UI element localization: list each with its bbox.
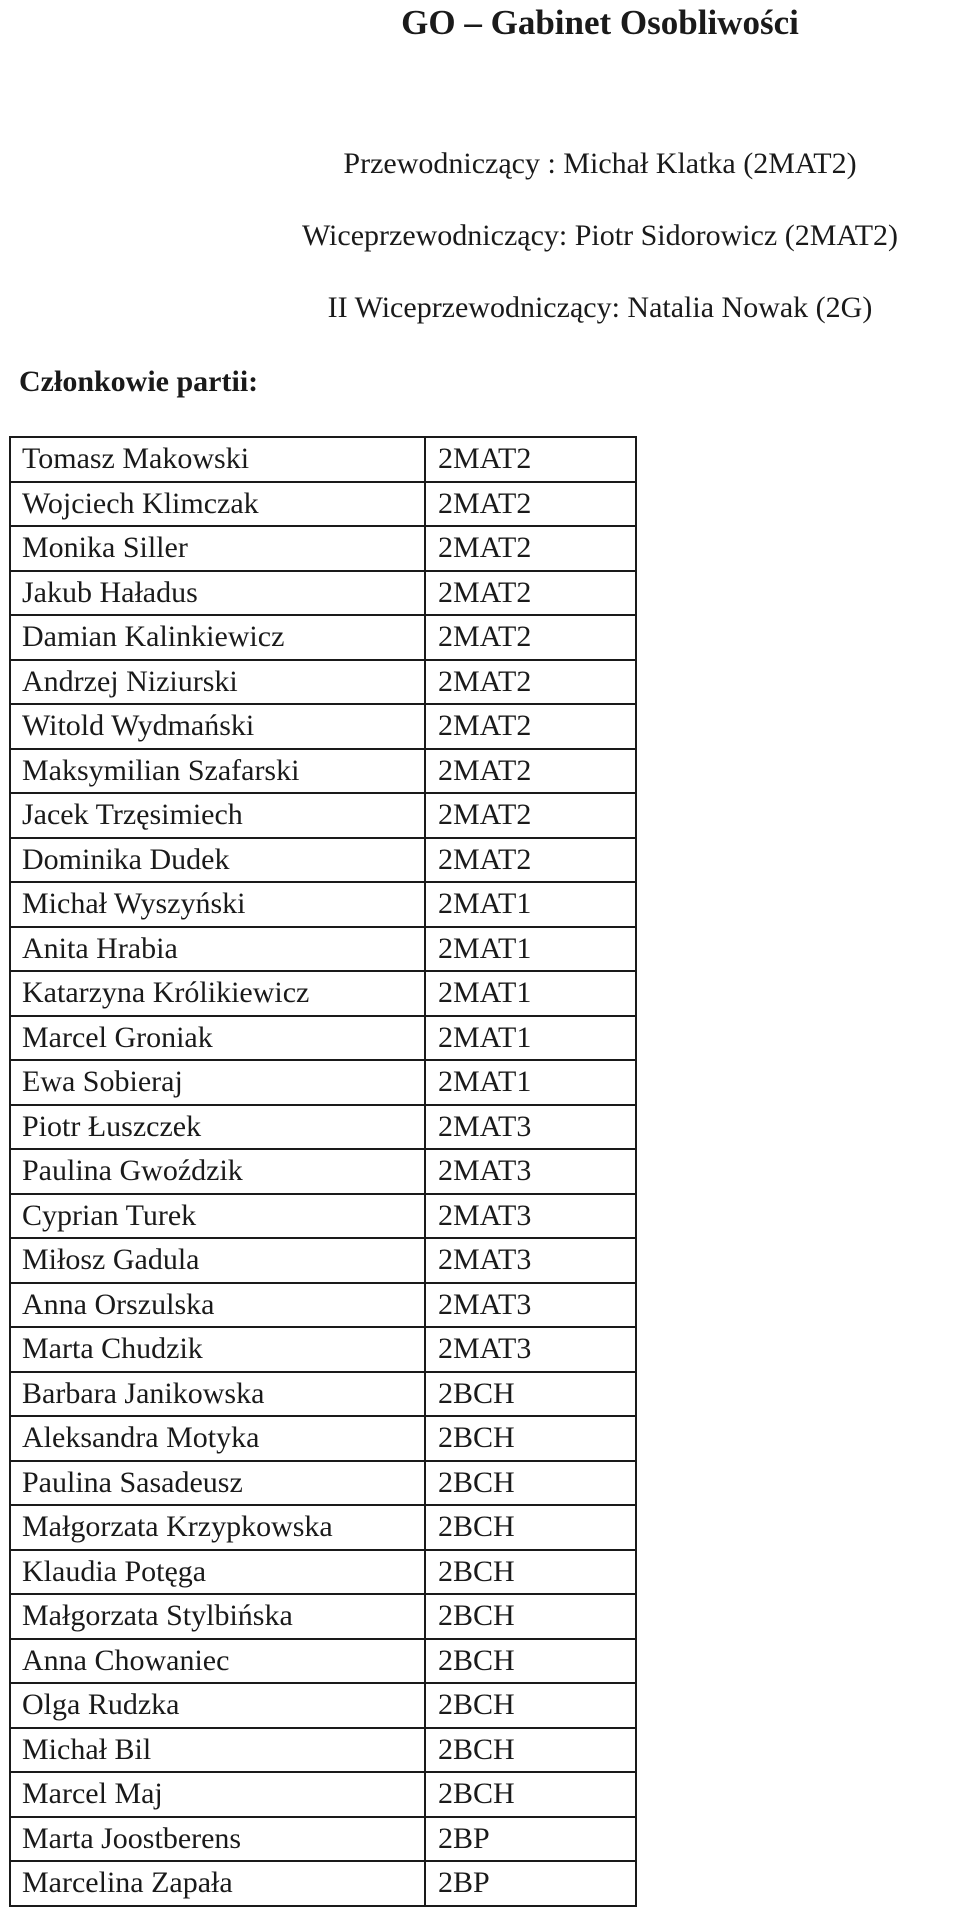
- table-row: [10, 1372, 636, 1417]
- member-name: Anna Chowaniec: [10, 1639, 425, 1684]
- member-name: Małgorzata Stylbińska: [10, 1594, 425, 1639]
- member-class: 2MAT3: [425, 1149, 636, 1194]
- members-heading: Członkowie partii:: [19, 365, 259, 398]
- table-row: [10, 1817, 636, 1862]
- member-class: 2BCH: [425, 1639, 636, 1684]
- member-class: 2MAT1: [425, 1060, 636, 1105]
- table-row: [10, 482, 636, 527]
- member-class: 2BCH: [425, 1372, 636, 1417]
- table-row: [10, 1149, 636, 1194]
- member-name: Marcel Groniak: [10, 1016, 425, 1061]
- member-name: Barbara Janikowska: [10, 1372, 425, 1417]
- table-row: [10, 1461, 636, 1506]
- member-class: 2MAT1: [425, 971, 636, 1016]
- table-row: [10, 927, 636, 972]
- table-row: [10, 793, 636, 838]
- member-name: Wojciech Klimczak: [10, 482, 425, 527]
- member-name: Klaudia Potęga: [10, 1550, 425, 1595]
- member-name: Damian Kalinkiewicz: [10, 615, 425, 660]
- member-name: Jakub Haładus: [10, 571, 425, 616]
- member-name: Tomasz Makowski: [10, 437, 425, 482]
- table-row: [10, 660, 636, 705]
- member-class: 2BCH: [425, 1550, 636, 1595]
- table-row: [10, 1772, 636, 1817]
- member-name: Cyprian Turek: [10, 1194, 425, 1239]
- member-class: 2MAT2: [425, 793, 636, 838]
- member-class: 2MAT2: [425, 838, 636, 883]
- member-class: 2MAT1: [425, 927, 636, 972]
- table-row: [10, 1861, 636, 1906]
- table-row: [10, 1283, 636, 1328]
- member-name: Marcelina Zapała: [10, 1861, 425, 1906]
- table-row: [10, 1238, 636, 1283]
- member-class: 2MAT3: [425, 1105, 636, 1150]
- table-row: [10, 704, 636, 749]
- member-name: Małgorzata Krzypkowska: [10, 1505, 425, 1550]
- table-row: [10, 1060, 636, 1105]
- table-row: [10, 1105, 636, 1150]
- table-row: [10, 1594, 636, 1639]
- member-name: Aleksandra Motyka: [10, 1416, 425, 1461]
- table-row: [10, 1416, 636, 1461]
- member-name: Anita Hrabia: [10, 927, 425, 972]
- member-class: 2BCH: [425, 1728, 636, 1773]
- table-row: [10, 526, 636, 571]
- members-table-body: [10, 437, 636, 1906]
- member-class: 2BCH: [425, 1683, 636, 1728]
- member-name: Andrzej Niziurski: [10, 660, 425, 705]
- table-row: [10, 1016, 636, 1061]
- member-name: Paulina Gwoździk: [10, 1149, 425, 1194]
- member-class: 2MAT1: [425, 882, 636, 927]
- table-row: [10, 437, 636, 482]
- member-name: Marta Chudzik: [10, 1327, 425, 1372]
- vice-chair-line: Wiceprzewodniczący: Piotr Sidorowicz (2MAT2): [301, 219, 899, 252]
- member-name: Maksymilian Szafarski: [10, 749, 425, 794]
- member-class: 2BP: [425, 1817, 636, 1862]
- member-name: Anna Orszulska: [10, 1283, 425, 1328]
- member-class: 2MAT2: [425, 660, 636, 705]
- member-name: Monika Siller: [10, 526, 425, 571]
- table-row: [10, 1327, 636, 1372]
- member-class: 2MAT2: [425, 482, 636, 527]
- member-name: Miłosz Gadula: [10, 1238, 425, 1283]
- member-name: Witold Wydmański: [10, 704, 425, 749]
- table-row: [10, 571, 636, 616]
- member-name: Marcel Maj: [10, 1772, 425, 1817]
- member-class: 2MAT2: [425, 526, 636, 571]
- table-row: [10, 838, 636, 883]
- member-name: Piotr Łuszczek: [10, 1105, 425, 1150]
- member-class: 2MAT3: [425, 1283, 636, 1328]
- member-name: Michał Wyszyński: [10, 882, 425, 927]
- table-row: [10, 615, 636, 660]
- members-table: [9, 436, 637, 1907]
- table-row: [10, 971, 636, 1016]
- member-class: 2MAT3: [425, 1238, 636, 1283]
- table-row: [10, 882, 636, 927]
- member-class: 2MAT2: [425, 704, 636, 749]
- member-class: 2MAT2: [425, 749, 636, 794]
- member-class: 2BCH: [425, 1416, 636, 1461]
- member-name: Katarzyna Królikiewicz: [10, 971, 425, 1016]
- member-class: 2BCH: [425, 1594, 636, 1639]
- member-class: 2BP: [425, 1861, 636, 1906]
- member-class: 2MAT2: [425, 437, 636, 482]
- table-row: [10, 1639, 636, 1684]
- table-row: [10, 1728, 636, 1773]
- table-row: [10, 1194, 636, 1239]
- table-row: [10, 1505, 636, 1550]
- member-name: Dominika Dudek: [10, 838, 425, 883]
- member-name: Jacek Trzęsimiech: [10, 793, 425, 838]
- member-name: Marta Joostberens: [10, 1817, 425, 1862]
- member-class: 2MAT2: [425, 615, 636, 660]
- table-row: [10, 749, 636, 794]
- member-class: 2BCH: [425, 1772, 636, 1817]
- member-name: Paulina Sasadeusz: [10, 1461, 425, 1506]
- member-name: Michał Bil: [10, 1728, 425, 1773]
- document-title: GO – Gabinet Osobliwości: [401, 3, 799, 42]
- member-class: 2BCH: [425, 1505, 636, 1550]
- member-class: 2MAT2: [425, 571, 636, 616]
- table-row: [10, 1683, 636, 1728]
- member-class: 2MAT1: [425, 1016, 636, 1061]
- table-row: [10, 1550, 636, 1595]
- member-class: 2BCH: [425, 1461, 636, 1506]
- chair-line: Przewodniczący : Michał Klatka (2MAT2): [343, 147, 857, 180]
- second-vice-chair-line: II Wiceprzewodniczący: Natalia Nowak (2G): [327, 291, 873, 324]
- member-name: Olga Rudzka: [10, 1683, 425, 1728]
- member-class: 2MAT3: [425, 1327, 636, 1372]
- member-name: Ewa Sobieraj: [10, 1060, 425, 1105]
- member-class: 2MAT3: [425, 1194, 636, 1239]
